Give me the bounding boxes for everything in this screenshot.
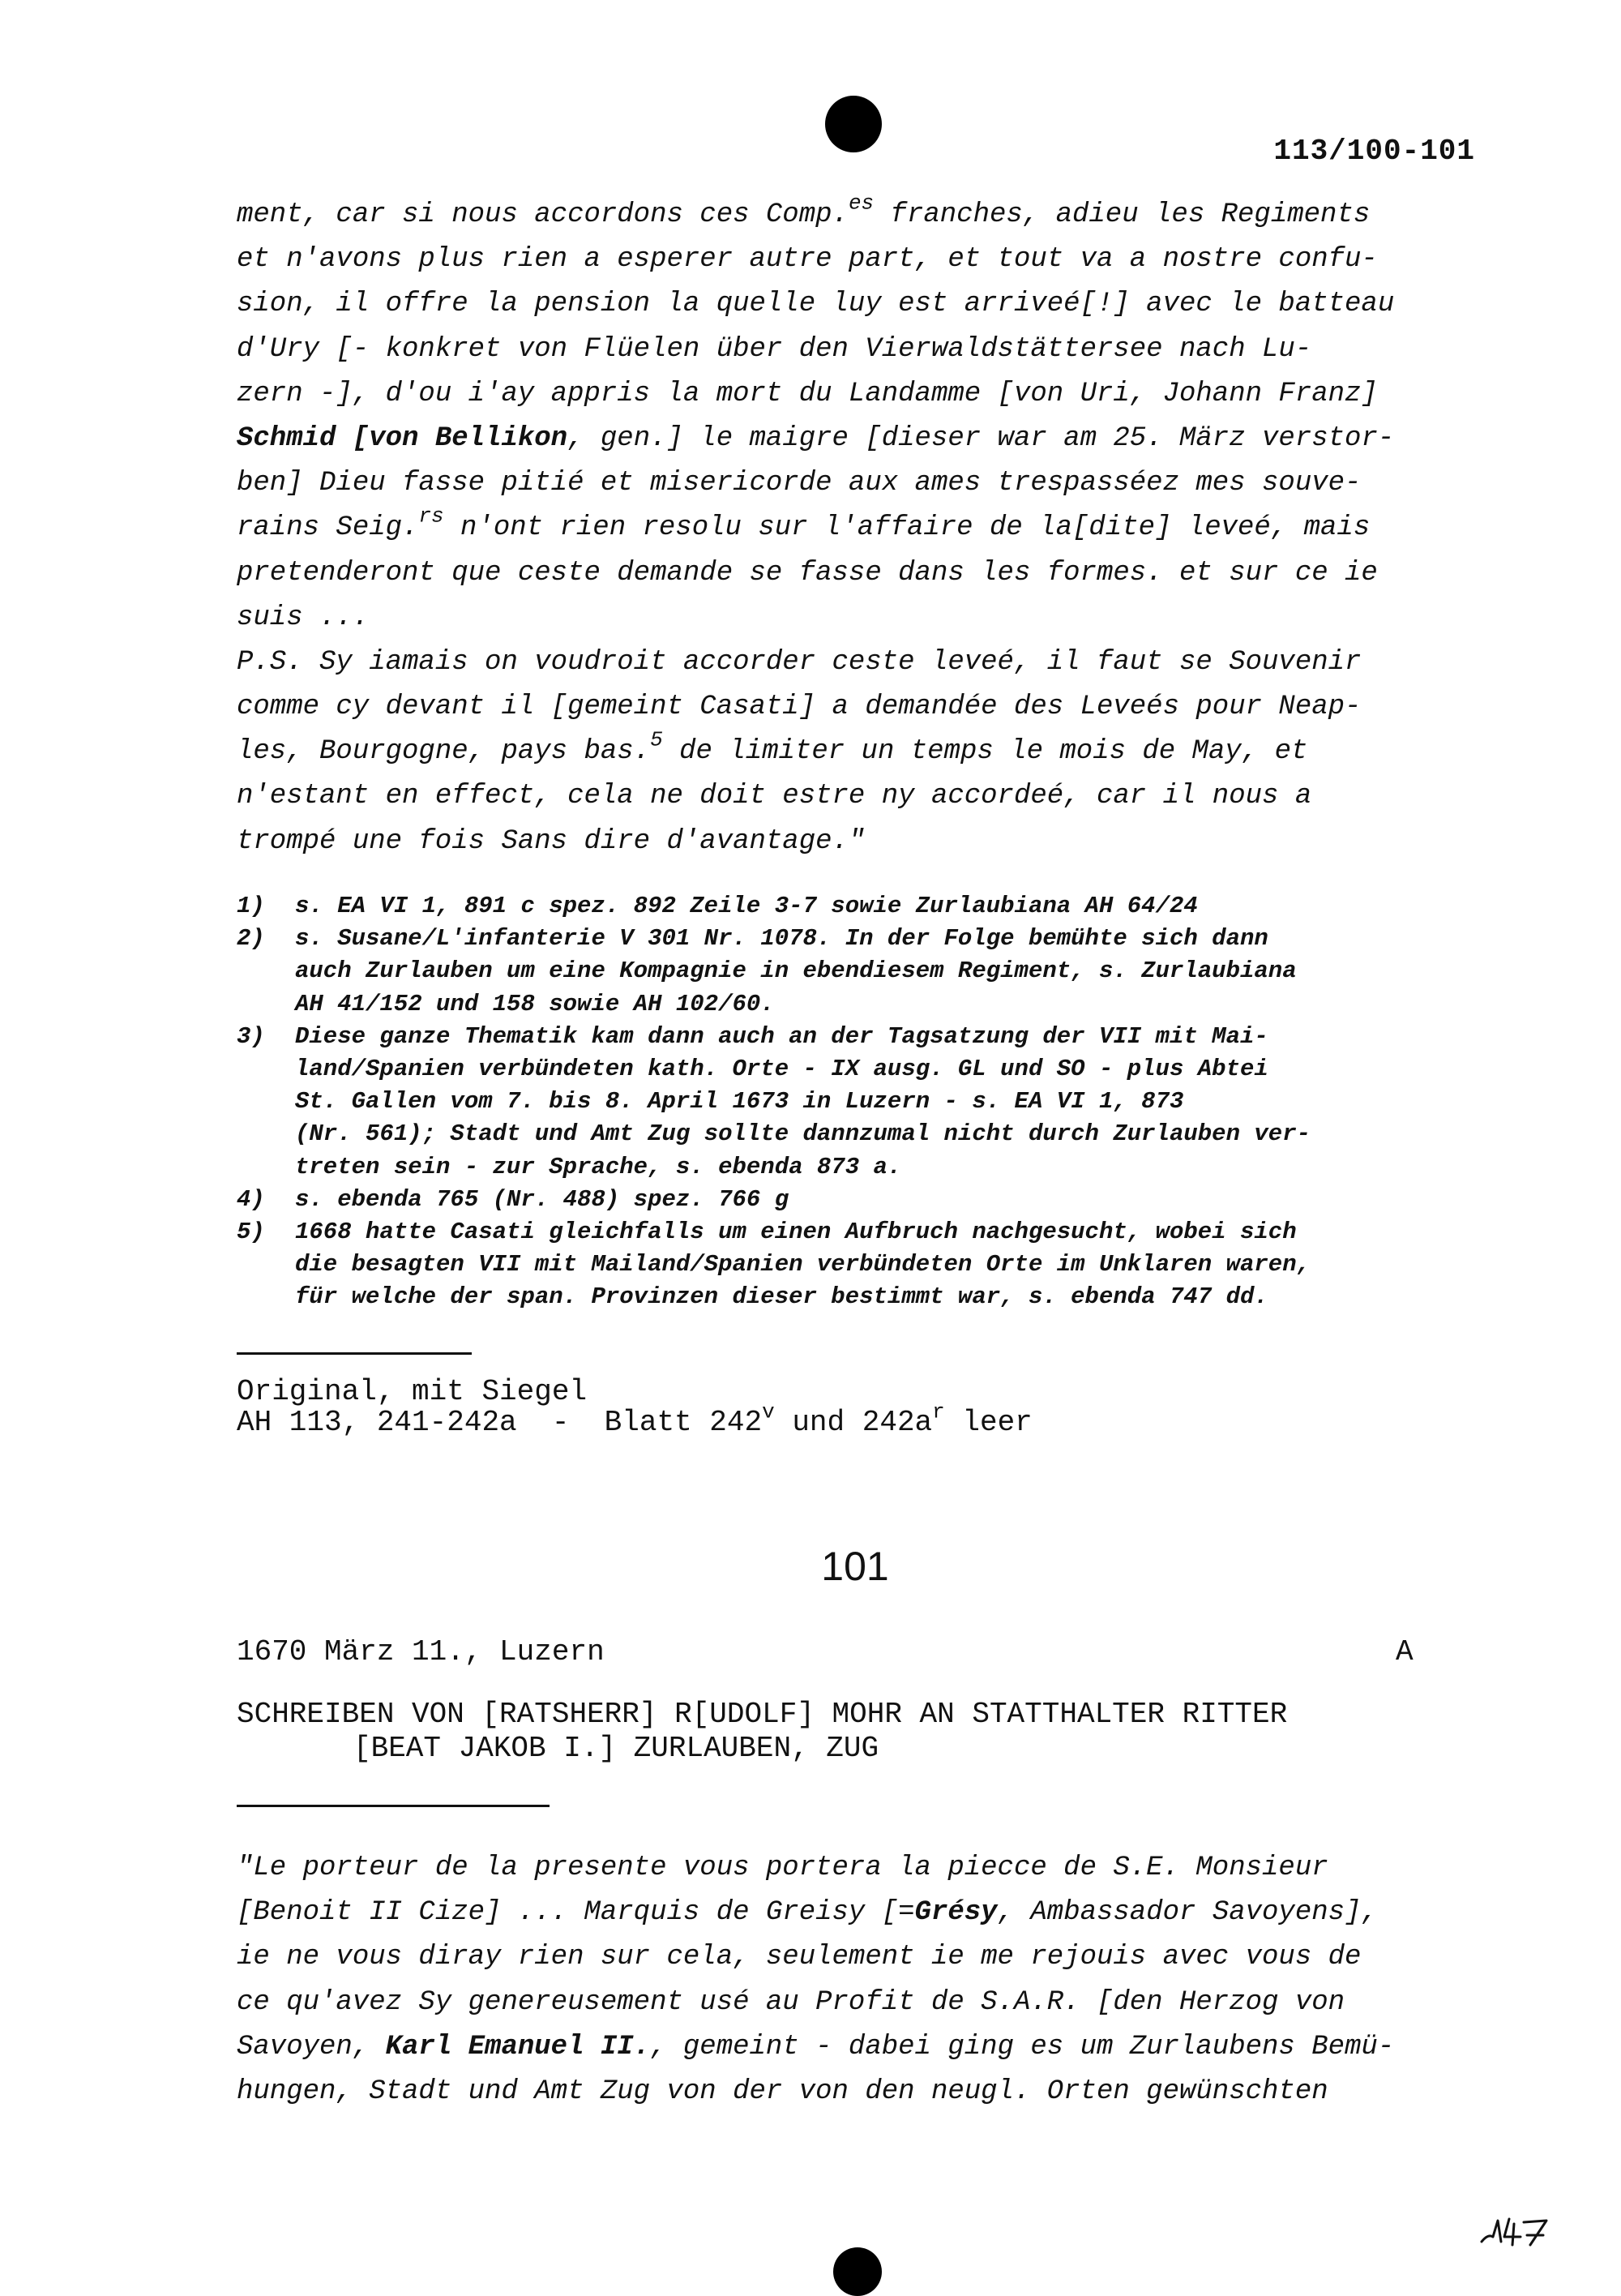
continuation-line-13: les, Bourgogne, pays bas.$^5$ de limiter un temps le mois de May, et	[237, 727, 1308, 768]
footnote-number: 4)	[237, 1185, 265, 1213]
punch-hole-top	[825, 96, 882, 152]
continuation-text	[237, 193, 1485, 864]
punch-hole-bottom	[833, 2247, 882, 2296]
continuation-line-2: et n'avons plus rien a esperer autre part, et tout va a nostre confu-	[237, 244, 1378, 276]
letter-line-4: ce qu'avez Sy genereusement usé au Profit de S.A.R. [den Herzog von	[237, 1986, 1345, 2018]
provenance	[237, 1377, 1033, 1438]
footnote-line: land/Spanien verbündeten kath. Orte - IX ausg. GL und SO - plus Abtei	[295, 1055, 1268, 1082]
footnote-3	[237, 1021, 1501, 1184]
continuation-line-6: Schmid [von Bellikon, gen.] le maigre [dieser war am 25. März verstor-	[237, 422, 1395, 454]
continuation-line-1: ment, car si nous accordons ces Comp.$^{es}$ franches, adieu les Regiments	[237, 191, 1371, 230]
footnote-line: die besagten VII mit Mailand/Spanien verbündeten Orte im Unklaren waren,	[295, 1251, 1311, 1279]
footnote-line: St. Gallen vom 7. bis 8. April 1673 in Luzern - s. EA VI 1, 873	[295, 1088, 1184, 1116]
continuation-line-5: zern -], d'ou i'ay appris la mort du Landamme [von Uri, Johann Franz]	[237, 378, 1378, 409]
footnote-number: 1)	[237, 893, 265, 919]
continuation-line-12: comme cy devant il [gemeint Casati] a demandée des Leveés pour Neap-	[237, 692, 1362, 723]
document-classification: A	[1396, 1635, 1414, 1668]
letter-line-3: ie ne vous diray rien sur cela, seulement ie me rejouis avec vous de	[237, 1942, 1362, 1973]
folio-mark	[1477, 2209, 1558, 2250]
title-line-1: SCHREIBEN VON [RATSHERR] R[UDOLF] MOHR AN STATTHALTER RITTER	[237, 1698, 1288, 1731]
continuation-line-3: sion, il offre la pension la quelle luy est arriveé[!] avec le batteau	[237, 289, 1395, 320]
footnote-line: s. EA VI 1, 891 c spez. 892 Zeile 3-7 sowie Zurlaubiana AH 64/24	[295, 893, 1198, 919]
footnote-5	[237, 1216, 1501, 1314]
footnote-1	[237, 890, 1501, 923]
continuation-line-10: suis ...	[237, 602, 370, 633]
continuation-line-11: P.S. Sy iamais on voudroit accorder ceste leveé, il faut se Souvenir	[237, 646, 1362, 678]
footnote-line: s. Susane/L'infanterie V 301 Nr. 1078. In der Folge bemühte sich dann	[295, 925, 1268, 953]
footnote-line: AH 41/152 und 158 sowie AH 102/60.	[295, 990, 775, 1017]
letter-line-1: "Le porteur de la presente vous portera la piecce de S.E. Monsieur	[237, 1853, 1328, 1883]
letter-line-6: hungen, Stadt und Amt Zug von der von den neugl. Orten gewünschten	[237, 2075, 1328, 2107]
provenance-line-1: Original, mit Siegel	[237, 1375, 588, 1408]
document-number: 101	[821, 1544, 889, 1589]
footnote-4	[237, 1184, 1501, 1216]
continuation-line-9: pretenderont que ceste demande se fasse dans les formes. et sur ce ie	[237, 557, 1378, 589]
document-date-place: 1670 März 11., Luzern	[237, 1635, 605, 1668]
continuation-line-8: rains Seig.$^{rs}$ n'ont rien resolu sur l'affaire de la[dite] leveé, mais	[237, 503, 1371, 544]
letter-line-5: Savoyen, Karl Emanuel II., gemeint - dabei ging es um Zurlaubens Bemü-	[237, 2031, 1395, 2063]
title-divider	[237, 1805, 550, 1807]
continuation-line-4: d'Ury [- konkret von Flüelen über den Vierwaldstättersee nach Lu-	[237, 333, 1312, 365]
footnote-line: für welche der span. Provinzen dieser bestimmt war, s. ebenda 747 dd.	[295, 1283, 1268, 1311]
title-line-2: [BEAT JAKOB I.] ZURLAUBEN, ZUG	[353, 1732, 879, 1765]
footnote-line: treten sein - zur Sprache, s. ebenda 873 a.	[295, 1153, 902, 1180]
letter-text	[237, 1846, 1485, 2114]
footnotes	[237, 890, 1501, 1313]
document-title	[237, 1698, 1287, 1766]
footnote-number: 5)	[237, 1218, 265, 1245]
continuation-line-15: trompé une fois Sans dire d'avantage."	[237, 825, 866, 857]
footnote-line: (Nr. 561); Stadt und Amt Zug sollte dannzumal nicht durch Zurlauben ver-	[295, 1120, 1311, 1148]
page-reference: 113/100-101	[1273, 135, 1475, 168]
continuation-line-14: n'estant en effect, cela ne doit estre ny accordeé, car il nous a	[237, 781, 1312, 812]
footnote-line: auch Zurlauben um eine Kompagnie in ebendiesem Regiment, s. Zurlaubiana	[295, 957, 1297, 985]
footnote-divider	[237, 1352, 472, 1355]
footnote-number: 2)	[237, 925, 265, 953]
footnote-2	[237, 923, 1501, 1021]
footnote-number: 3)	[237, 1022, 265, 1050]
footnote-line: 1668 hatte Casati gleichfalls um einen Aufbruch nachgesucht, wobei sich	[295, 1218, 1297, 1245]
footnote-line: s. ebenda 765 (Nr. 488) spez. 766 g	[295, 1185, 789, 1213]
provenance-line-2: AH 113, 241-242a - Blatt 242$^v$ und $242a^r$ leer	[237, 1399, 1033, 1439]
letter-line-2: [Benoit II Cize] ... Marquis de Greisy [=Grésy, Ambassador Savoyens],	[237, 1897, 1378, 1929]
footnote-line: Diese ganze Thematik kam dann auch an der Tagsatzung der VII mit Mai-	[295, 1022, 1268, 1050]
continuation-line-7: ben] Dieu fasse pitié et misericorde aux ames trespasséez mes souve-	[237, 468, 1362, 499]
